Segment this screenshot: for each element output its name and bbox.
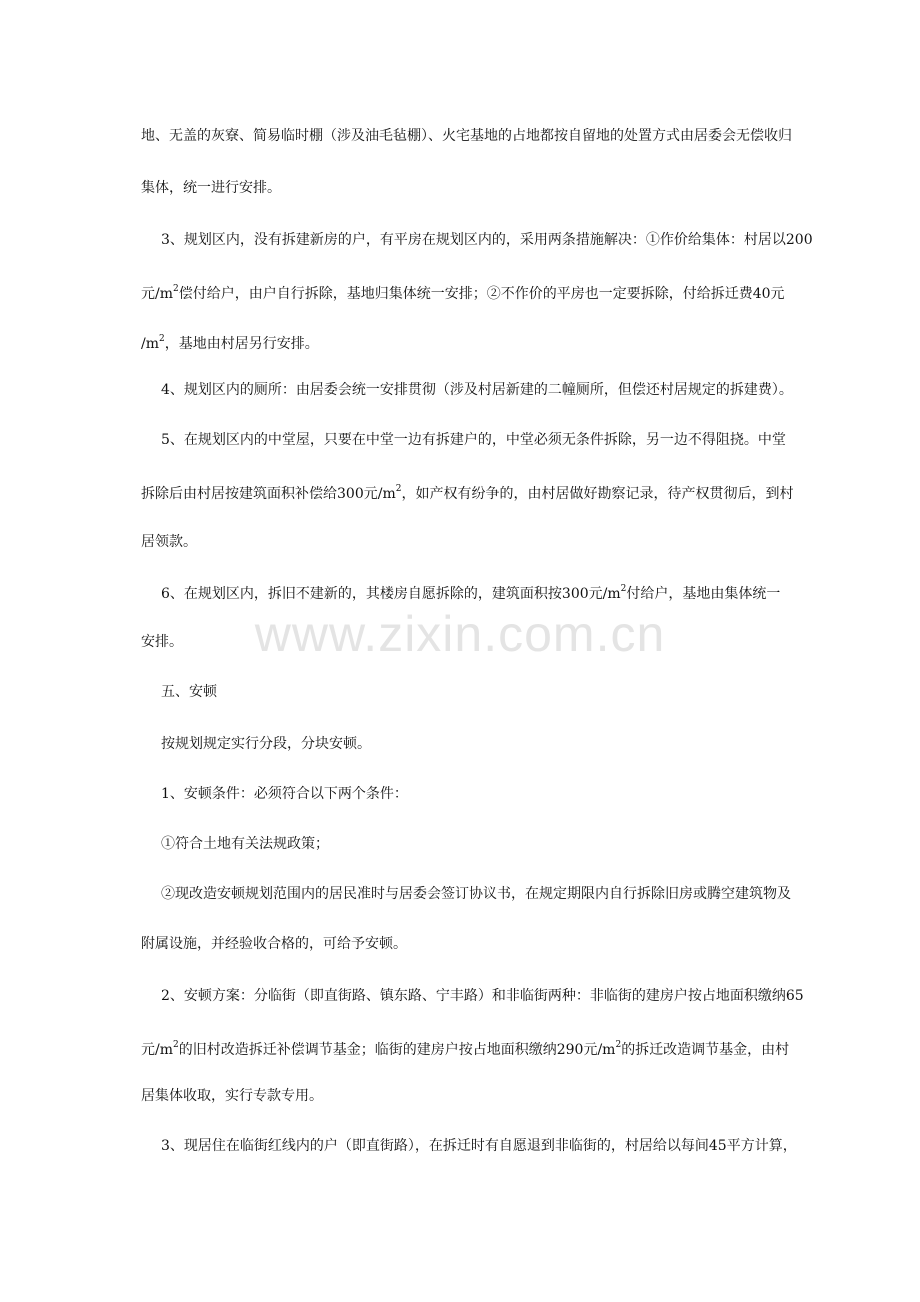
text-line	[141, 1040, 791, 1060]
text-line: ①符合土地有关法规政策；	[161, 836, 329, 852]
text-line: ②现改造安顿规划范围内的居民准时与居委会签订协议书，在规定期限内自行拆除旧房或腾空建筑物及	[161, 886, 791, 902]
text-line: 3、现居住在临街红线内的户（即直街路），在拆迁时有自愿退到非临街的，村居给以每间45平方计算，	[161, 1138, 797, 1154]
text-line: 2、安顿方案：分临街（即直街路、镇东路、宁丰路）和非临街两种：非临街的建房户按占地面积缴纳65	[161, 988, 804, 1004]
text-line: 3、规划区内，没有拆建新房的户，有平房在规划区内的，采用两条措施解决：①作价给集体：村居以200	[161, 232, 813, 248]
text-span: ，基地由村居另行安排。	[164, 336, 319, 352]
text-span: 的旧村改造拆迁补偿调节基金；临街的建房户按占地面积缴纳290元/m	[178, 1042, 616, 1058]
text-span: 的拆迁改造调节基金，由村	[621, 1042, 790, 1058]
text-span: 偿付给户，由户自行拆除，基地归集体统一安排；②不作价的平房也一定要拆除，付给拆迁费40元	[178, 286, 785, 302]
text-line	[141, 484, 794, 504]
superscript: 2	[173, 284, 179, 294]
text-line	[141, 334, 791, 354]
section-heading: 五、安顿	[161, 684, 217, 700]
text-span: 元/m	[141, 1042, 173, 1058]
superscript: 2	[620, 584, 627, 594]
text-span: ，如产权有纷争的，由村居做好勘察记录，待产权贯彻后，到村	[401, 486, 794, 502]
text-line: 附属设施，并经验收合格的，可给予安顿。	[141, 936, 407, 952]
text-line: 地、无盖的灰寮、简易临时棚（涉及油毛毡棚）、火宅基地的占地都按自留地的处置方式由居委会无偿收归	[141, 128, 792, 144]
text-span: 6、在规划区内，拆旧不建新的，其楼房自愿拆除的，建筑面积按300元/m	[161, 586, 621, 602]
superscript: 2	[395, 484, 402, 494]
text-line: 安排。	[141, 634, 183, 650]
text-line	[141, 284, 791, 304]
superscript: 2	[615, 1040, 622, 1050]
text-line: 居集体收取，实行专款专用。	[141, 1088, 323, 1104]
text-line: 5、在规划区内的中堂屋，只要在中堂一边有拆建户的，中堂必须无条件拆除，另一边不得阻挠。中堂	[161, 432, 786, 448]
watermark: www.zixin.com.cn	[254, 606, 666, 662]
text-line: 居领款。	[141, 534, 197, 550]
text-span: 元/m	[141, 286, 173, 302]
text-span: /m	[141, 336, 159, 352]
text-span: 拆除后由村居按建筑面积补偿给300元/m	[141, 486, 396, 502]
superscript: 2	[159, 334, 165, 344]
text-span: 付给户，基地由集体统一	[626, 586, 781, 602]
text-line: 集体，统一进行安排。	[141, 180, 281, 196]
text-line: 按规划规定实行分段，分块安顿。	[161, 736, 371, 752]
text-line: 4、规划区内的厕所：由居委会统一安排贯彻（涉及村居新建的二幢厕所，但偿还村居规定的拆建费）。	[161, 382, 793, 398]
text-line	[161, 584, 791, 604]
superscript: 2	[173, 1040, 179, 1050]
text-line: 1、安顿条件：必须符合以下两个条件：	[161, 786, 408, 802]
